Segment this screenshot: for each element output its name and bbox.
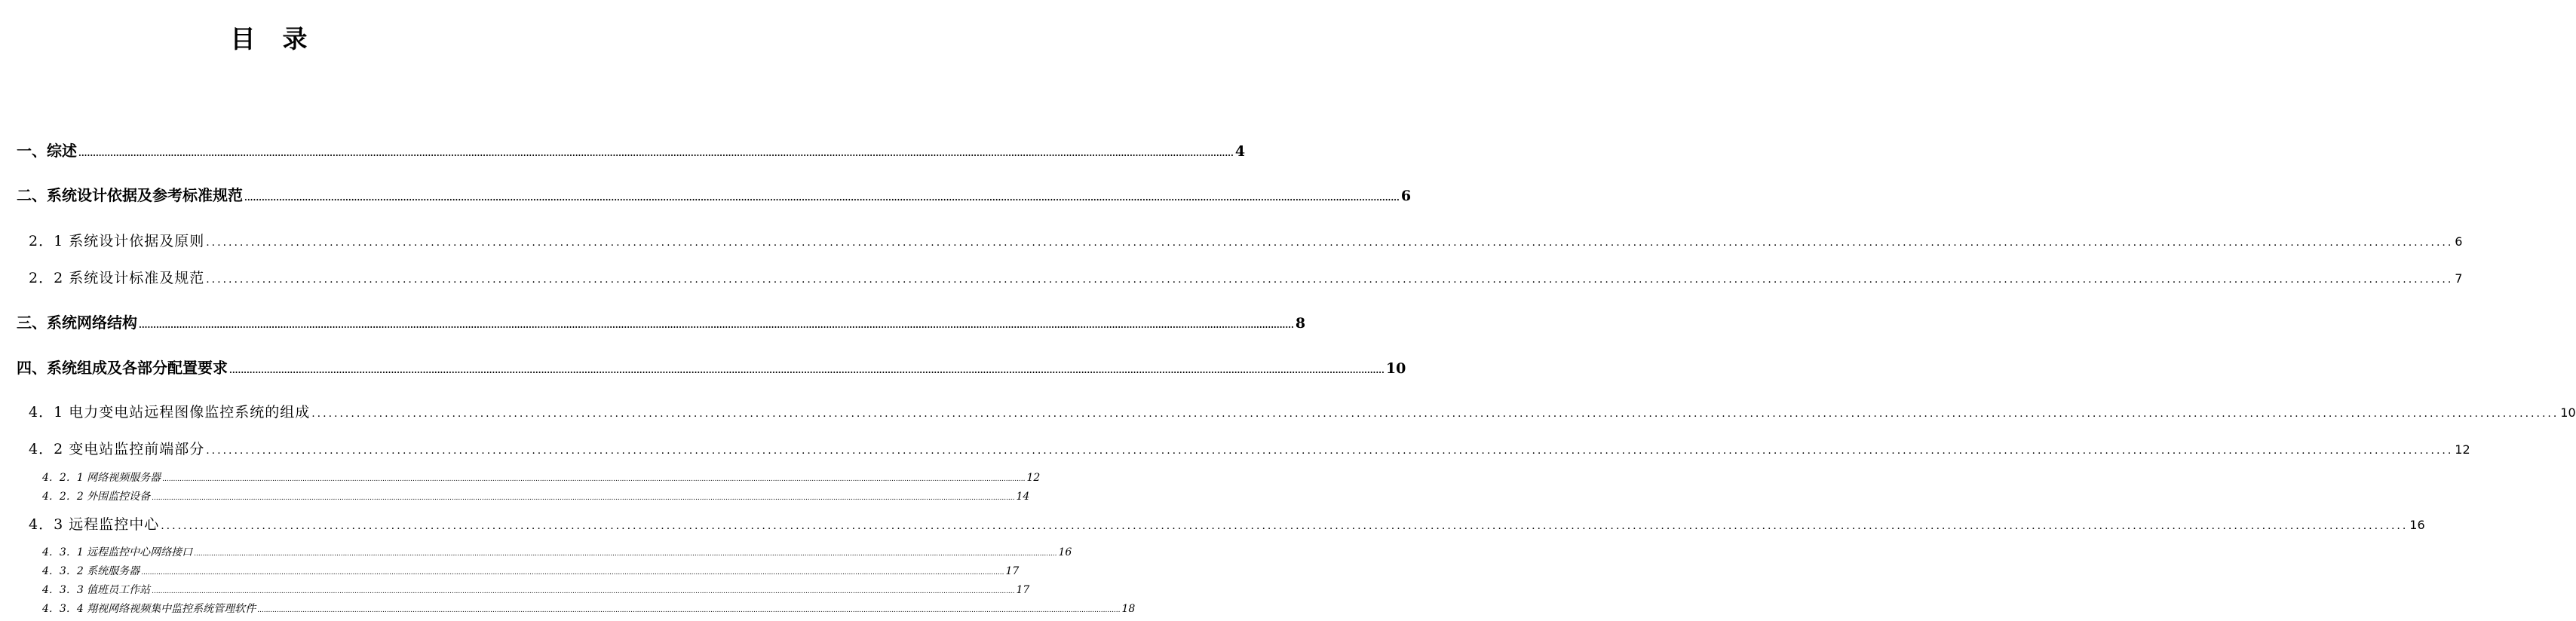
toc-entry-title: 四、系统组成及各部分配置要求 — [17, 359, 228, 377]
toc-entry-title: 4．2．1 网络视频服务器 — [42, 472, 161, 484]
toc-leader: ................................................................................................................................................................................................................................................................................................................................................................................................................ — [206, 237, 2454, 249]
toc-leader: ................................................................................................................................................................................................................................................................................................................................................................................................................ — [206, 445, 2454, 457]
toc-leader: ................................................................................................................................................................................................................................................................................................................................................................................................................ — [152, 588, 1015, 595]
toc-entry[interactable] — [17, 356, 1406, 378]
toc-entry[interactable] — [42, 488, 1030, 503]
toc-entry[interactable] — [29, 401, 2576, 421]
toc-entry-page: 12 — [2455, 442, 2470, 457]
toc-entry-title: 4．3 远程监控中心 — [29, 516, 160, 533]
toc-leader: ................................................................................................................................................................................................................................................................................................................................................................................................................ — [139, 320, 1294, 330]
toc-entry-page: 10 — [2560, 405, 2576, 420]
toc-entry-title: 4．1 电力变电站远程图像监控系统的组成 — [29, 404, 311, 421]
toc-leader: ................................................................................................................................................................................................................................................................................................................................................................................................................ — [161, 520, 2409, 532]
toc-leader: ................................................................................................................................................................................................................................................................................................................................................................................................................ — [141, 569, 1004, 577]
toc-entry-page: 17 — [1005, 565, 1020, 577]
title-char-2: 录 — [282, 24, 309, 54]
toc-leader: ................................................................................................................................................................................................................................................................................................................................................................................................................ — [206, 274, 2454, 286]
toc-leader: ................................................................................................................................................................................................................................................................................................................................................................................................................ — [257, 607, 1121, 614]
toc-entry-page: 10 — [1385, 360, 1406, 377]
toc-entry[interactable] — [42, 544, 1072, 559]
toc-entry-title: 4．3．3 值班员工作站 — [42, 584, 151, 596]
toc-entry[interactable] — [17, 183, 1412, 205]
toc-entry-title: 2．1 系统设计依据及原则 — [29, 233, 205, 249]
toc-entry[interactable] — [17, 139, 1246, 161]
toc-entry[interactable] — [42, 563, 1020, 578]
toc-entry-page: 8 — [1295, 315, 1306, 332]
toc-entry-page: 12 — [1026, 472, 1041, 484]
toc-entry[interactable] — [29, 230, 2463, 250]
toc-entry-title: 一、综述 — [17, 142, 77, 160]
toc-entry-title: 4．2．2 外围监控设备 — [42, 491, 151, 503]
toc-entry-page: 6 — [2455, 234, 2463, 249]
toc-entry-title: 4．3．4 翔视网络视频集中监控系统管理软件 — [42, 603, 256, 615]
toc-entry[interactable] — [17, 310, 1306, 332]
toc-leader: ................................................................................................................................................................................................................................................................................................................................................................................................................ — [78, 148, 1234, 158]
toc-entry-page: 16 — [1058, 546, 1072, 558]
toc-leader: ................................................................................................................................................................................................................................................................................................................................................................................................................ — [229, 366, 1385, 375]
toc-leader: ................................................................................................................................................................................................................................................................................................................................................................................................................ — [162, 476, 1026, 483]
toc-leader: ................................................................................................................................................................................................................................................................................................................................................................................................................ — [244, 193, 1400, 203]
toc-entry[interactable] — [42, 470, 1041, 485]
toc-entry-page: 16 — [2409, 518, 2425, 532]
toc-entry[interactable] — [42, 582, 1030, 597]
toc-entry-page: 7 — [2455, 271, 2463, 286]
toc-entry-title: 2．2 系统设计标准及规范 — [29, 270, 205, 286]
toc-entry[interactable] — [29, 267, 2463, 287]
toc-entry-title: 4．2 变电站监控前端部分 — [29, 441, 205, 457]
toc-leader: ................................................................................................................................................................................................................................................................................................................................................................................................................ — [311, 408, 2559, 420]
toc-leader: ................................................................................................................................................................................................................................................................................................................................................................................................................ — [194, 550, 1057, 558]
title-char-1: 目 — [230, 24, 257, 54]
toc-entry[interactable] — [29, 513, 2425, 534]
toc-entry[interactable] — [29, 438, 2470, 458]
toc-entry-page: 17 — [1016, 584, 1030, 596]
toc-entry-page: 14 — [1016, 491, 1030, 503]
toc-entry-title: 二、系统设计依据及参考标准规范 — [17, 186, 243, 204]
toc-entry-page: 6 — [1400, 188, 1412, 204]
toc-entry-title: 4．3．2 系统服务器 — [42, 565, 140, 577]
toc-entry-title: 三、系统网络结构 — [17, 314, 137, 332]
toc-entry-title: 4．3．1 远程监控中心网络接口 — [42, 546, 193, 558]
toc-entry-page: 18 — [1121, 603, 1136, 615]
toc-leader: ................................................................................................................................................................................................................................................................................................................................................................................................................ — [152, 494, 1015, 502]
toc-entry-page: 4 — [1234, 143, 1246, 160]
toc-entry[interactable] — [42, 601, 1136, 616]
